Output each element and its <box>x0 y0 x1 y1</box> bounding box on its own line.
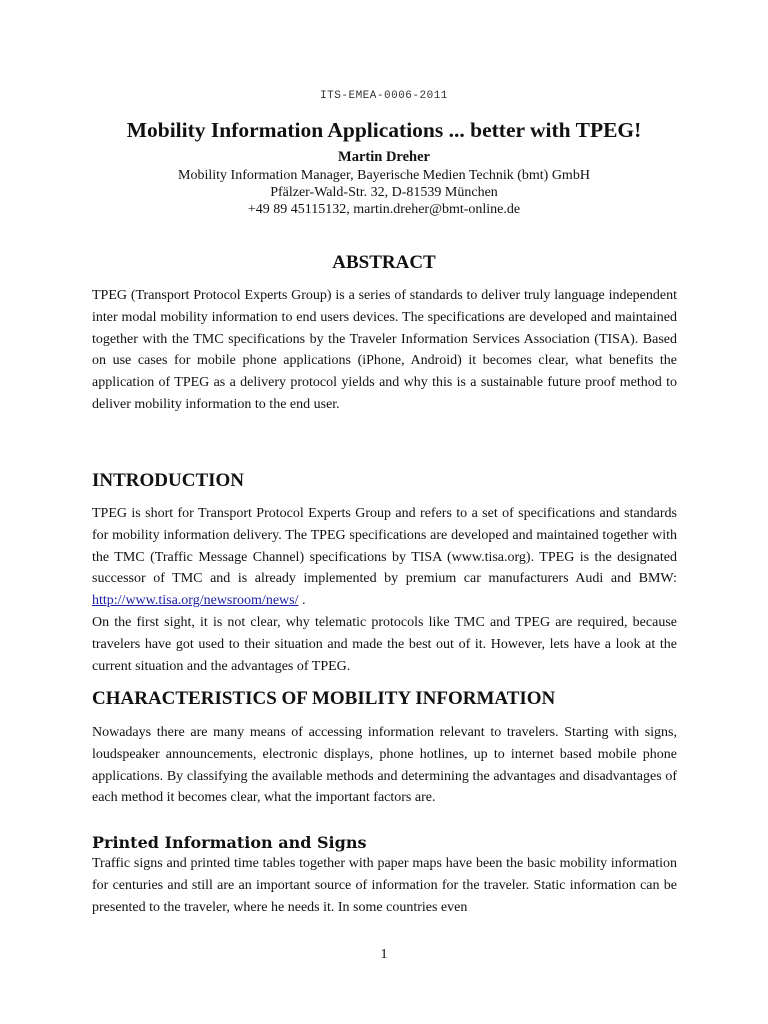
author-affiliation: Mobility Information Manager, Bayerische Medien Technik (bmt) GmbH <box>178 168 590 183</box>
abstract-heading: ABSTRACT <box>332 252 436 273</box>
author-address: Pfälzer-Wald-Str. 32, D-81539 München <box>270 185 498 200</box>
introduction-heading: INTRODUCTION <box>92 470 245 491</box>
printed-info-text: Traffic signs and printed time tables together with paper maps have been the basic mobility information for centuries and still are an important source of information for the traveler. Static information can be presented to the traveler, where he needs it. In some countries even <box>92 856 677 915</box>
page-number: 1 <box>380 947 388 962</box>
introduction-text: TPEG is short for Transport Protocol Experts Group and refers to a set of specifications and standards for mobility information delivery. The TPEG specifications are developed and maintained together with the TMC (Traffic Message Channel) specifications by TISA (www.tisa.org). TPEG is the designated successor of TMC and is already implemented by premium car manufacturers Audi and BMW: <box>92 506 677 587</box>
characteristics-heading: CHARACTERISTICS OF MOBILITY INFORMATION <box>92 688 556 709</box>
introduction-paragraph-2: On the first sight, it is not clear, why telematic protocols like TMC and TPEG are required, because travelers have got used to their situation and made the best out of it. However, lets have a look at the current situation and the advantages of TPEG. <box>92 615 677 674</box>
abstract-text: TPEG (Transport Protocol Experts Group) is a series of standards to deliver truly language independent inter modal mobility information to end users devices. The specifications are developed and maintained together with the TMC specifications by the Traveler Information Services Association (TISA). Based on use cases for mobile phone applications (iPhone, Android) it becomes clear, what benefits the application of TPEG as a delivery protocol yields and why this is a sustainable future proof method to deliver mobility information to the end user. <box>92 288 677 412</box>
document-id: ITS-EMEA-0006-2011 <box>320 90 448 102</box>
introduction-paragraph-1 <box>92 503 677 612</box>
tisa-news-link[interactable]: http://www.tisa.org/newsroom/news/ <box>92 593 299 609</box>
author-contact: +49 89 45115132, martin.dreher@bmt-online.de <box>247 202 521 217</box>
characteristics-text: Nowadays there are many means of accessing information relevant to travelers. Starting with signs, loudspeaker announcements, electronic displays, phone hotlines, up to internet based mobile phone applications. By classifying the available methods and determining the advantages and disadvantages of each method it becomes clear, what the important factors are. <box>92 725 677 806</box>
introduction-link-suffix: . <box>298 593 306 609</box>
paper-title: Mobility Information Applications ... better with TPEG! <box>126 118 642 142</box>
printed-info-heading: Printed Information and Signs <box>92 833 367 852</box>
author-name: Martin Dreher <box>338 149 430 165</box>
